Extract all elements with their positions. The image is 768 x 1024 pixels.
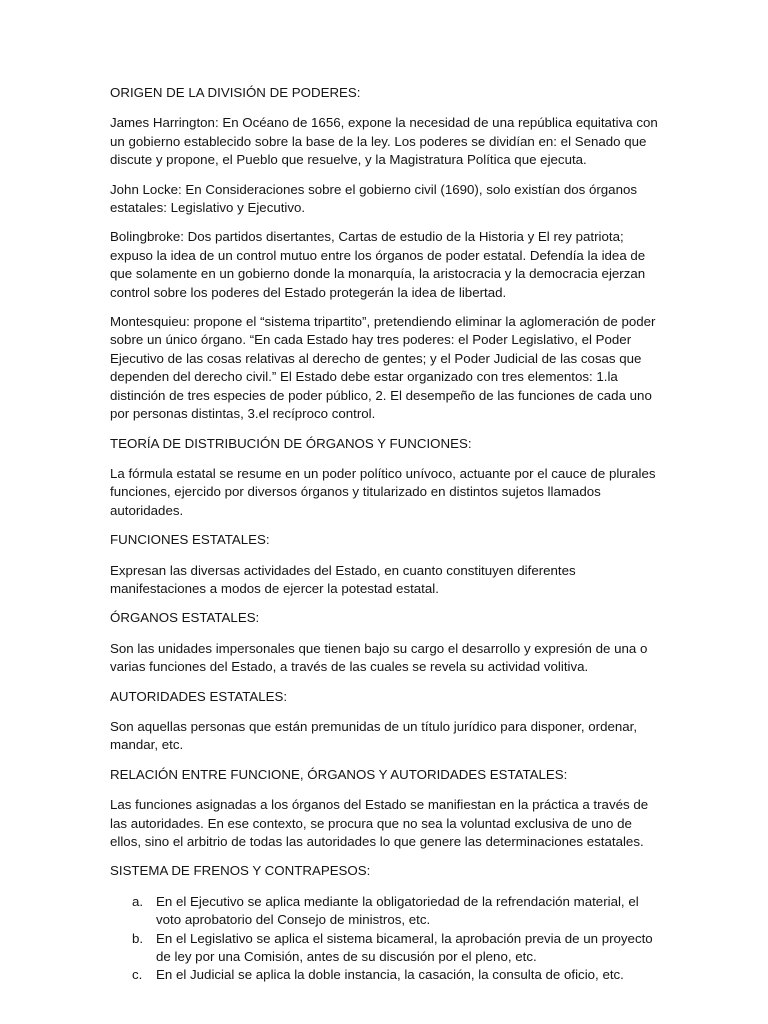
heading-autoridades: AUTORIDADES ESTATALES:	[110, 688, 288, 704]
heading-origen: ORIGEN DE LA DIVISIÓN DE PODERES:	[110, 85, 361, 100]
paragraph-funciones: Expresan las diversas actividades del Estado, en cuanto constituyen diferentes manifestaciones a modos de ejercer la potestad estatal.	[110, 562, 576, 596]
heading-frenos: SISTEMA DE FRENOS Y CONTRAPESOS:	[110, 863, 371, 879]
list-marker: b.	[132, 930, 144, 946]
paragraph-locke: John Locke: En Consideraciones sobre el gobierno civil (1690), solo existían dos órganos estatales: Legislativo y Ejecutivo.	[110, 181, 638, 216]
list-item-text: En el Legislativo se aplica el sistema bicameral, la aprobación previa de un proyecto de ley por una Comisión, antes de su discusión por el pleno, etc.	[156, 930, 653, 965]
list-item-text: En el Judicial se aplica la doble instancia, la casación, la consulta de oficio, etc.	[156, 967, 624, 983]
paragraph-montesquieu: Montesquieu: propone el “sistema tripartito”, pretendiendo eliminar la aglomeración de poder sobre un único órgano. “En cada Estado hay tres poderes: el Poder Legislativo, el Poder Ejecutivo de las cosas relativas al derecho de gentes; y el Poder Judicial de las cosas que dependen del derecho civil.” El Estado debe estar organizado con tres elementos: 1.la distinción de tres especies de poder público, 2. El desempeño de las funciones de cada uno por personas distintas, 3.el recíproco control.	[110, 314, 656, 422]
list-marker: a.	[132, 893, 144, 909]
paragraph-relacion: Las funciones asignadas a los órganos del Estado se manifiestan en la práctica a través de las autoridades. En ese contexto, se procura que no sea la voluntad exclusiva de uno de ellos, sino el arbitrio de todas las autoridades lo que genere las determinaciones estatales.	[110, 797, 649, 849]
list-item-text: En el Ejecutivo se aplica mediante la obligatoriedad de la refrendación material, el voto aprobatorio del Consejo de ministros, etc.	[156, 893, 639, 928]
paragraph-harrington: James Harrington: En Océano de 1656, expone la necesidad de una república equitativa con un gobierno establecido sobre la base de la ley. Los poderes se dividían en: el Senado que discute y propone, el Pueblo que resuelve, y la Magistratura Política que ejecuta.	[110, 115, 658, 168]
heading-organos: ÓRGANOS ESTATALES:	[110, 610, 260, 626]
list-item	[132, 930, 660, 967]
paragraph-autoridades: Son aquellas personas que están premunidas de un título jurídico para disponer, ordenar, mandar, etc.	[110, 718, 638, 753]
frenos-list	[110, 893, 660, 985]
heading-teoria: TEORÍA DE DISTRIBUCIÓN DE ÓRGANOS Y FUNCIONES:	[110, 435, 472, 451]
paragraph-bolingbroke: Bolingbroke: Dos partidos disertantes, Cartas de estudio de la Historia y El rey patriota; expuso la idea de un control mutuo entre los órganos de poder estatal. Defendía la idea de que solamente en un gobierno donde la monarquía, la aristocracia y la democracia ejerzan control sobre los poderes del Estado protegerán la idea de libertad.	[110, 229, 646, 300]
list-marker: c.	[132, 967, 143, 983]
heading-relacion: RELACIÓN ENTRE FUNCIONE, ÓRGANOS Y AUTORIDADES ESTATALES:	[110, 766, 568, 782]
list-item	[132, 893, 660, 930]
heading-funciones: FUNCIONES ESTATALES:	[110, 532, 270, 548]
list-item	[132, 966, 660, 984]
document-page	[110, 84, 660, 985]
paragraph-teoria: La fórmula estatal se resume en un poder político unívoco, actuante por el cauce de plurales funciones, ejercido por diversos órganos y titularizado en distintos sujetos llamados autoridades.	[110, 465, 656, 518]
paragraph-organos: Son las unidades impersonales que tienen bajo su cargo el desarrollo y expresión de una o varias funciones del Estado, a través de las cuales se revela su actividad volitiva.	[110, 640, 648, 675]
